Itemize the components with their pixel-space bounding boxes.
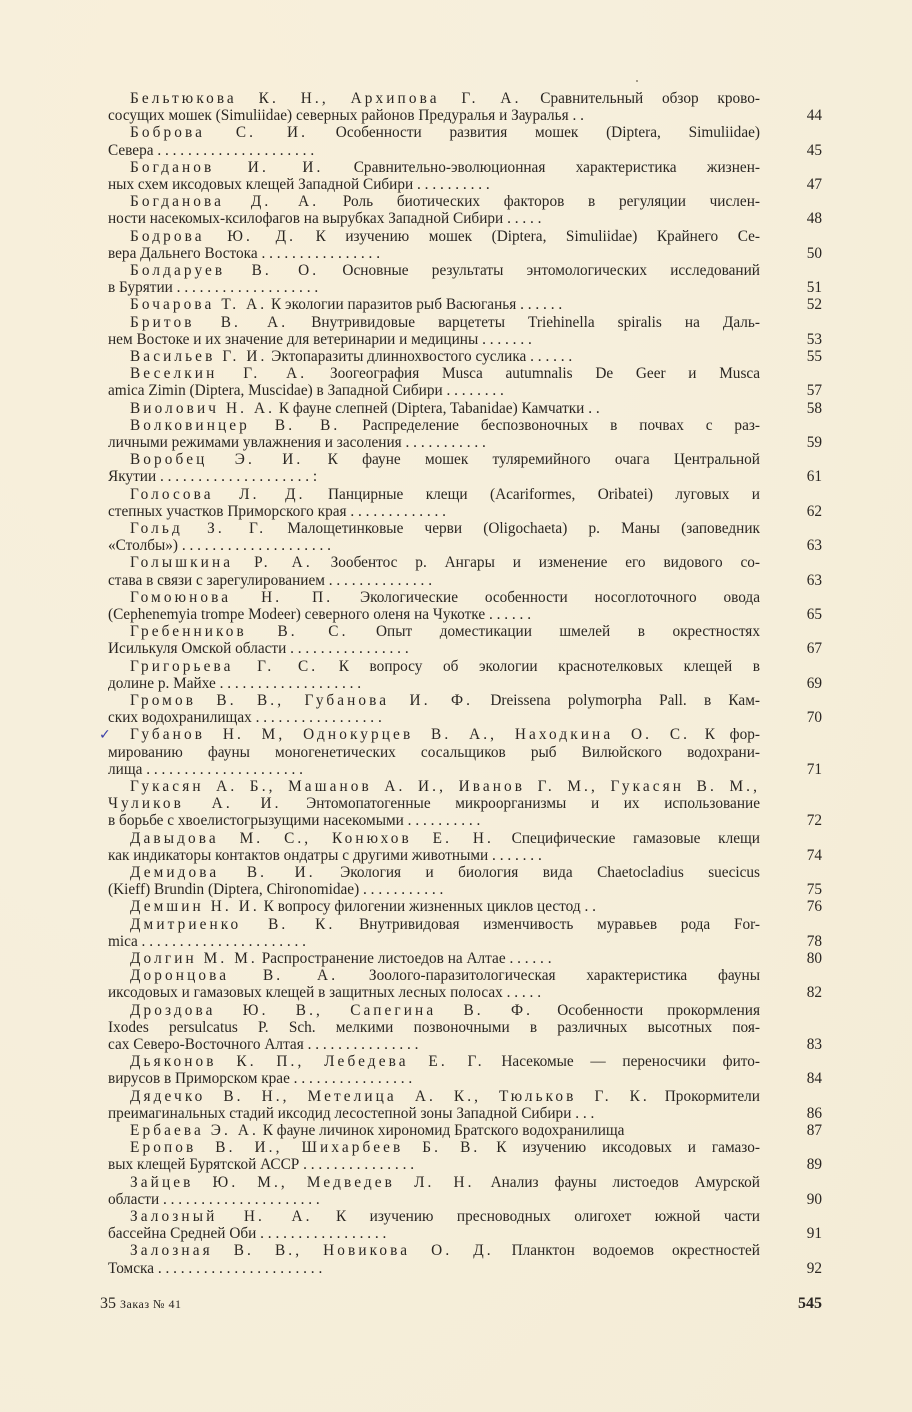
author-names: Голышкина Р. А. [130,554,313,572]
entry-first-line [108,1088,760,1105]
toc-entry [108,898,823,915]
author-names: Дроздова Ю. В., Сапегина В. Ф. [130,1001,534,1019]
entry-title-text: Севера . . . . . . . . . . . . . . . . . . . . . [108,141,315,159]
toc-entry [108,778,823,830]
toc-entry [108,124,823,158]
entry-first-line [108,1174,760,1191]
entry-title-text: Dreissena polymorpha Pall. в Кам- [473,692,760,709]
entry-title-text: Исилькуля Омской области . . . . . . . . . . . . . . . . [108,640,409,658]
entry-title-text: ских водохранилищах . . . . . . . . . . . . . . . . . [108,709,382,727]
author-names: Дьяконов К. П., Лебедева Е. Г. [130,1053,485,1071]
entry-page-number: 55 [806,348,822,365]
entry-title-text: в борьбе с хвоелистогрызущими насекомыми . . . . . . . . . . [108,812,481,830]
entry-title-text: Специфические гамазовые клещи [493,829,760,847]
entry-first-line [108,830,760,847]
entry-page-number: 84 [806,1070,822,1088]
entry-line [108,675,760,692]
signature-text: Заказ № 41 [120,1297,182,1311]
entry-first-line [108,1002,760,1019]
entry-line [108,640,760,657]
entry-title-text: степных участков Приморского края . . . . . . . . . . . . . [108,502,446,520]
toc-entry [108,1139,823,1173]
entry-page-number: 45 [806,141,822,159]
author-names: Гомоюнова Н. П. [130,588,334,606]
toc-entry [108,623,823,657]
entry-first-line [108,623,760,640]
entry-title-text: К изучению пресноводных олигохет южной части [312,1208,760,1225]
entry-line [108,795,760,812]
entry-first-line [108,400,760,417]
signature-number: 35 [100,1295,116,1312]
entry-title-text: Томска . . . . . . . . . . . . . . . . . . . . . . [108,1259,323,1277]
toc-entry [108,864,823,898]
entry-title-text: ности насекомых-ксилофагов на вырубках Западной Сибири . . . . . [108,210,542,228]
entry-title-text: Зообентос р. Ангары и изменение его видового со- [312,554,760,572]
toc-entry [108,159,823,193]
author-names: Голосова Л. Д. [130,485,306,503]
entry-line [108,537,760,554]
entry-title-text: Особенности прокормления [533,1001,761,1019]
entry-first-line [108,916,760,933]
entry-first-line [108,1122,760,1139]
entry-line [108,331,760,348]
entry-page-number: 91 [806,1225,822,1243]
author-names: Боброва С. И. [130,124,309,142]
author-names: Веселкин Г. А. [130,365,308,383]
entry-page-number: 47 [806,175,822,193]
entry-line [108,503,760,520]
entry-title-text: лища . . . . . . . . . . . . . . . . . . . . . [108,760,304,778]
author-names: Залозная В. В., Новикова О. Д. [130,1242,494,1260]
entry-title-text: Опыт доместикации шмелей в окрестностях [348,623,760,641]
toc-entry [108,1053,823,1087]
entry-first-line [108,90,760,107]
author-names: Демидова В. И. [130,864,316,881]
toc-entry [108,400,823,417]
entry-page-number: 59 [806,433,822,451]
entry-title-text: Роль биотических факторов в регуляции числен- [319,193,760,211]
entry-first-line [108,778,760,795]
entry-title-text: Панцирные клещи (Acariformes, Oribatei) луговых и [305,485,760,503]
entry-first-line [108,124,760,141]
entry-line [108,176,760,193]
entry-line [108,468,760,485]
entry-title-text: amica Zimin (Diptera, Muscidae) в Западной Сибири . . . . . . . . [108,382,504,400]
entry-line [108,744,760,761]
author-names: Гукасян А. Б., Машанов А. И., Иванов Г. М., Гукасян В. М., [130,778,760,795]
entry-page-number: 72 [806,812,822,830]
entry-page-number: 65 [806,605,822,623]
author-names: Дмитриенко В. К. [130,915,336,933]
entry-first-line [108,967,760,984]
entry-first-line [108,417,760,434]
entry-page-number: 67 [806,640,822,658]
entry-title-text: бассейна Средней Оби . . . . . . . . . . . . . . . . . [108,1225,387,1243]
toc-entry [108,1122,823,1139]
entry-title-text: Малощетинковые черви (Oligochaeta) р. Маны (заповедник [266,520,760,537]
entry-line [108,881,760,898]
entry-line [108,1105,760,1122]
author-names: Чуликов А. И. [108,795,282,813]
entry-first-line [108,296,760,313]
author-names: Громов В. В., Губанова И. Ф. [130,692,474,709]
author-names: Григорьева Г. С. [130,657,319,675]
entry-title-text: (Kieff) Brundin (Diptera, Chironomidae) . . . . . . . . . . . [108,881,444,899]
entry-title-text: К изучению иксодовых и гамазо- [480,1139,760,1157]
entry-line [108,279,760,296]
author-names: Гольд З. Г. [130,520,267,537]
entry-first-line [108,159,760,176]
entry-first-line [108,864,760,881]
entry-page-number: 70 [806,709,822,727]
entry-title-text: сах Северо-Восточного Алтая . . . . . . . . . . . . . . . [108,1035,419,1053]
entry-title-text: Энтомопатогенные микроорганизмы и их использование [281,795,760,813]
toc-entry [108,830,823,864]
entry-title-text: К фауне мошек туляремийного очага Центральной [303,451,760,469]
author-names: Васильев Г. И. [130,348,268,365]
author-names: Воробец Э. И. [130,451,304,469]
entry-title-text: К фор- [690,726,760,744]
entry-line [108,1225,760,1242]
entry-first-line [108,950,760,967]
entry-first-line [108,898,760,915]
entry-page-number: 71 [806,760,822,778]
toc-entry [108,658,823,692]
author-names: Долгин М. М. [130,950,258,967]
entry-title-text: долине р. Майхе . . . . . . . . . . . . . . . . . . . [108,674,362,692]
entry-title-text: преимагинальных стадий иксодид лесостепной зоны Западной Сибири . . . [108,1104,595,1122]
entry-first-line [108,726,760,743]
page-footer [100,1295,822,1317]
entry-page-number: 69 [806,674,822,692]
entry-page-number: 57 [806,382,822,400]
entry-title-text: ных схем иксодовых клещей Западной Сибири . . . . . . . . . . [108,175,490,193]
entry-title-text: Якутии . . . . . . . . . . . . . . . . . . . . : [108,468,318,486]
entry-page-number: 61 [806,468,822,486]
entry-page-number: 82 [806,984,822,1002]
entry-page-number: 90 [806,1190,822,1208]
entry-first-line [108,1139,760,1156]
checkmark-icon: ✓ [99,727,111,744]
entry-title-text: Анализ фауны листоедов Амурской [474,1173,760,1191]
author-names: Демшин Н. И. [130,898,260,916]
entry-first-line [108,658,760,675]
author-names: Давыдова М. С., Конюхов Е. Н. [130,829,494,847]
entry-title-text: мированию фауны моногенетических сосальщиков рыб Вилюйского водохрани- [108,743,760,761]
entry-title-text: Прокормители [649,1087,760,1105]
entry-first-line [108,520,760,537]
entry-title-text: сосущих мошек (Simuliidae) северных районов Предуралья и Зауралья . . [108,107,584,125]
entry-page-number: 89 [806,1156,822,1174]
entry-first-line [108,554,760,571]
entry-line [108,107,760,124]
entry-page-number: 92 [806,1259,822,1277]
page-number: 545 [798,1295,822,1312]
toc-entry [108,486,823,520]
entry-line [108,761,760,778]
entry-first-line [108,365,760,382]
entry-line [108,709,760,726]
author-names: Болдаруев В. О. [130,262,320,279]
entry-page-number: 53 [806,330,822,348]
entry-line [108,1036,760,1053]
toc-entry [108,365,823,399]
entry-page-number: 62 [806,502,822,520]
toc-entry [108,1174,823,1208]
entry-title-text: нем Востоке и их значение для ветеринарии и медицины . . . . . . . [108,330,532,348]
entry-line [108,210,760,227]
entry-page-number: 80 [806,950,822,967]
entry-line [108,1191,760,1208]
entry-first-line [108,451,760,468]
entry-title-text: Внутривидовая изменчивость муравьев рода For- [335,915,760,933]
entry-line [108,245,760,262]
entry-title-text: Насекомые — переносчики фито- [484,1053,760,1071]
entry-first-line [108,314,760,331]
entry-first-line [108,1053,760,1070]
entry-page-number: 48 [806,210,822,228]
toc-entry [108,554,823,588]
entry-title-text: mica . . . . . . . . . . . . . . . . . . . . . . [108,932,306,950]
entry-page-number: 63 [806,571,822,589]
author-names: Бельтюкова К. Н., Архипова Г. А. [130,90,522,107]
toc-entry [108,417,823,451]
entry-line [108,572,760,589]
toc-entry [108,262,823,296]
entry-title-text: вера Дальнего Востока . . . . . . . . . . . . . . . . [108,244,381,262]
toc-entry [108,193,823,227]
entry-page-number: 78 [806,932,822,950]
toc-entry [108,692,823,726]
entry-first-line [108,1208,760,1225]
author-names: Гребенников В. С. [130,623,349,641]
author-names: Доронцова В. А. [130,967,339,985]
toc-entry [108,1242,823,1276]
author-names: Залозный Н. А. [130,1208,313,1225]
toc-entry [108,589,823,623]
author-names: Бритов В. А. [130,313,289,331]
toc-entry [108,348,823,365]
entry-page-number: 83 [806,1035,822,1053]
entry-first-line [108,262,760,279]
toc-entry [108,451,823,485]
entry-title-text: Экология и биология вида Chaetocladius suecicus [315,864,761,881]
entry-first-line [108,692,760,709]
author-names: Бочарова Т. А. [130,296,268,314]
entry-title-text: Экологические особенности носоглоточного овода [333,588,760,606]
entry-title-text: Сравнительно-эволюционная характеристика жизнен- [323,158,760,176]
entry-title-text: К фауне слепней (Diptera, Tabanidae) Камчатки . . [275,399,600,417]
entry-line [108,1260,760,1277]
entry-page-number: 44 [806,107,822,125]
author-names: Зайцев Ю. М., Медведев Л. Н. [130,1173,475,1191]
entry-title-text: става в связи с зарегулированием . . . . . . . . . . . . . . [108,571,433,589]
author-names: Еропов В. И., Шихарбеев Б. В. [130,1139,481,1157]
entry-title-text: (Cephenemyia trompe Modeer) северного оленя на Чукотке . . . . . . [108,605,532,623]
toc-entry [108,916,823,950]
toc-entry [108,228,823,262]
entry-title-text: Распределение беспозвоночных в почвах с раз- [340,416,760,434]
toc-entry [108,296,823,313]
entry-title-text: К изучению мошек (Diptera, Simuliidae) Крайнего Се- [296,227,761,245]
toc-entry [108,950,823,967]
author-names: Богданова Д. А. [130,193,320,211]
entry-line [108,1019,760,1036]
entry-line [108,984,760,1001]
toc-entry [108,967,823,1001]
entry-title-text: Особенности развития мошек (Diptera, Simuliidae) [308,124,761,142]
author-names: Виолович Н. А. [130,399,276,417]
entry-first-line [108,1242,760,1259]
author-names: Дядечко В. Н., Метелица А. К., Тюльков Г. К. [130,1087,650,1105]
entry-title-text: Ixodes persulcatus P. Sch. мелкими позвоночными в различных высотных поя- [108,1018,760,1036]
printer-signature [100,1295,182,1313]
entry-page-number: 74 [806,846,822,864]
entry-first-line [108,348,760,365]
entry-title-text: К фауне личинок хирономид Братского водохранилища [258,1122,625,1139]
toc-entry [108,1088,823,1122]
entry-line [108,606,760,623]
entry-title-text: Эктопаразиты длиннохвостого суслика . . . . . . [267,348,573,365]
entry-first-line [108,228,760,245]
toc-entry [108,90,823,124]
entry-title-text: как индикаторы контактов ондатры с другими животными . . . . . . . [108,846,542,864]
toc-entry [108,1208,823,1242]
entry-line [108,142,760,159]
entry-title-text: Основные результаты энтомологических исследований [319,262,760,279]
entry-title-text: Сравнительный обзор крово- [521,90,760,107]
entry-title-text: К экологии паразитов рыб Васюганья . . . . . . [267,296,563,314]
entry-page-number: 58 [806,399,822,417]
toc-entry [108,314,823,348]
entry-title-text: К вопросу филогении жизненных циклов цестод . . [259,898,596,916]
author-names: Бодрова Ю. Д. [130,227,297,245]
entry-line [108,933,760,950]
toc-entry [99,726,823,778]
entry-title-text: вирусов в Приморском крае . . . . . . . . . . . . . . . . [108,1070,413,1088]
entry-line [108,1070,760,1087]
entry-title-text: личными режимами увлажнения и засоления . . . . . . . . . . . [108,433,486,451]
entry-title-text: Распространение листоедов на Алтае . . . . . . [257,950,552,967]
entry-page-number: 52 [806,296,822,314]
entry-page-number: 87 [806,1122,822,1139]
entry-first-line [108,193,760,210]
author-names: Ербаева Э. А. [130,1122,259,1139]
author-names: Волковинцер В. В. [130,416,341,434]
entry-line [108,812,760,829]
entry-title-text: Зоолого-паразитологическая характеристика фауны [338,967,760,985]
entry-title-text: иксодовых и гамазовых клещей в защитных лесных полосах . . . . . [108,984,542,1002]
entry-title-text: Планктон водоемов окрестностей [493,1242,760,1260]
entry-page-number: 75 [806,881,822,899]
entry-title-text: в Бурятии . . . . . . . . . . . . . . . . . . . [108,279,319,297]
entry-page-number: 50 [806,244,822,262]
entry-line [108,382,760,399]
entry-page-number: 51 [806,279,822,297]
entry-title-text: области . . . . . . . . . . . . . . . . . . . . . [108,1190,320,1208]
entry-page-number: 63 [806,537,822,555]
entry-line [108,1156,760,1173]
toc-entry [108,520,823,554]
author-names: Богданов И. И. [130,158,324,176]
entry-title-text: К вопросу об экологии краснотелковых клещей в [318,657,760,675]
entry-first-line [108,589,760,606]
author-names: Губанов Н. М, Однокурцев В. А., Находкина О. С. [130,726,691,744]
toc-entry [108,1002,823,1054]
entry-title-text: вых клещей Бурятской АССР . . . . . . . . . . . . . . . [108,1156,415,1174]
entry-title-text: «Столбы») . . . . . . . . . . . . . . . . . . . . [108,537,331,555]
entry-line [108,434,760,451]
entry-page-number: 86 [806,1104,822,1122]
entry-line [108,847,760,864]
entry-title-text: Зоогеография Musca autumnalis De Geer и Musca [307,365,760,383]
entry-page-number: 76 [806,898,822,916]
entry-title-text: Внутривидовые варцететы Triehinella spiralis на Даль- [288,313,760,331]
entry-first-line [108,486,760,503]
paper-speck [636,80,638,82]
